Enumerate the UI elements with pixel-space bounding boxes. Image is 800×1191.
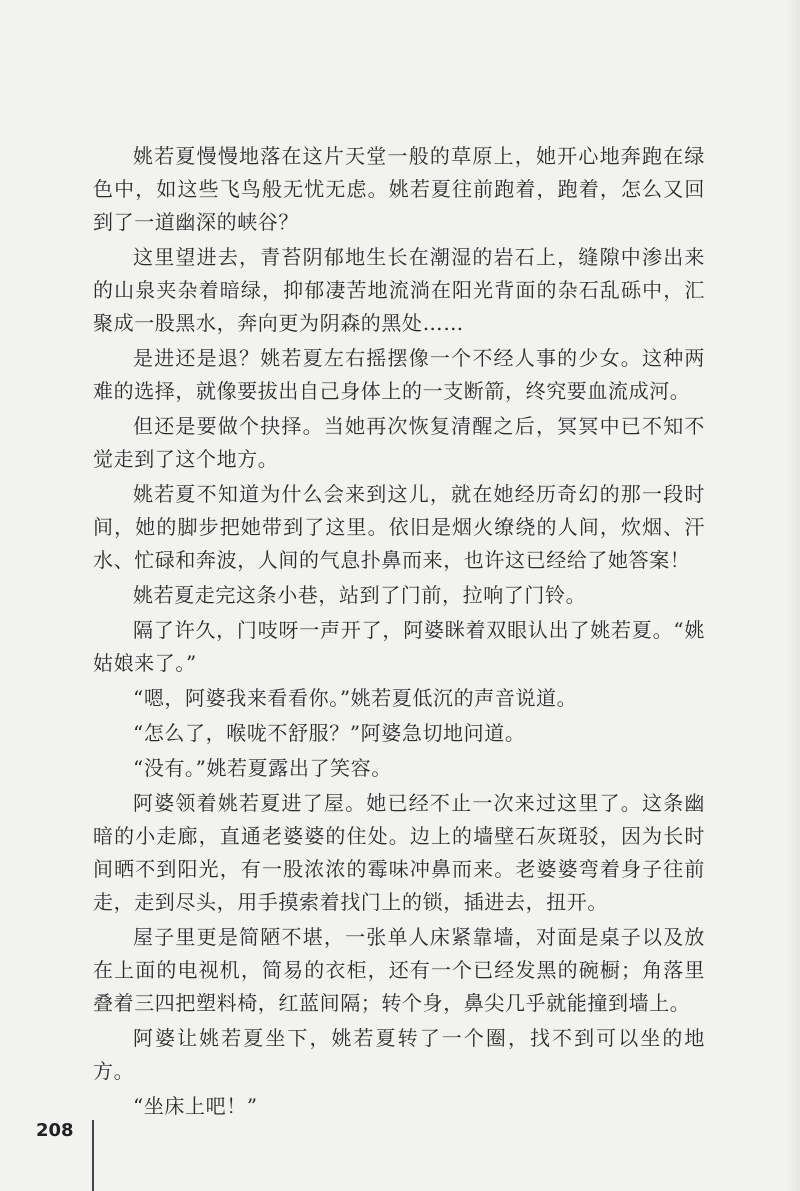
paragraph: 屋子里更是简陋不堪，一张单人床紧靠墙，对面是桌子以及放在上面的电视机，简易的衣柜，还有一个已经发黑的碗橱；角落里叠着三四把塑料椅，红蓝间隔；转个身，鼻尖几乎就能撞到墙上。 xyxy=(93,925,705,1015)
paragraph: 但还是要做个抉择。当她再次恢复清醒之后，冥冥中已不知不觉走到了这个地方。 xyxy=(93,414,705,471)
body-text xyxy=(93,140,705,1125)
paragraph: 隔了许久，门吱呀一声开了，阿婆眯着双眼认出了姚若夏。“姚姑娘来了。” xyxy=(93,618,705,675)
paragraph: “嗯，阿婆我来看看你。”姚若夏低沉的声音说道。 xyxy=(133,686,578,710)
page-number: 208 xyxy=(36,1120,74,1141)
paragraph: 阿婆领着姚若夏进了屋。她已经不止一次来过这里了。这条幽暗的小走廊，直通老婆婆的住处。边上的墙壁石灰斑驳，因为长时间晒不到阳光，有一股浓浓的霉味冲鼻而来。老婆婆弯着身子往前走，走到尽头，用手摸索着找门上的锁，插进去，扭开。 xyxy=(93,791,705,914)
paragraph: 这里望进去，青苔阴郁地生长在潮湿的岩石上，缝隙中渗出来的山泉夹杂着暗绿，抑郁凄苦地流淌在阳光背面的杂石乱砾中，汇聚成一股黑水，奔向更为阴森的黑处…… xyxy=(93,245,705,335)
paragraph: “怎么了，喉咙不舒服？”阿婆急切地问道。 xyxy=(133,721,526,745)
paragraph: 是进还是退？姚若夏左右摇摆像一个不经人事的少女。这种两难的选择，就像要拔出自己身体上的一支断箭，终究要血流成河。 xyxy=(93,346,705,403)
margin-rule xyxy=(92,1120,94,1191)
paragraph: 阿婆让姚若夏坐下，姚若夏转了一个圈，找不到可以坐的地方。 xyxy=(93,1026,705,1083)
paragraph: 姚若夏不知道为什么会来到这儿，就在她经历奇幻的那一段时间，她的脚步把她带到了这里。依旧是烟火缭绕的人间，炊烟、汗水、忙碌和奔波，人间的气息扑鼻而来，也许这已经给了她答案！ xyxy=(93,482,705,572)
page-edge-shadow xyxy=(786,0,800,1191)
paragraph: “坐床上吧！” xyxy=(133,1094,258,1118)
paragraph: 姚若夏走完这条小巷，站到了门前，拉响了门铃。 xyxy=(133,583,587,607)
paragraph: “没有。”姚若夏露出了笑容。 xyxy=(133,756,392,780)
paragraph: 姚若夏慢慢地落在这片天堂一般的草原上，她开心地奔跑在绿色中，如这些飞鸟般无忧无虑。姚若夏往前跑着，跑着，怎么又回到了一道幽深的峡谷？ xyxy=(93,144,705,234)
